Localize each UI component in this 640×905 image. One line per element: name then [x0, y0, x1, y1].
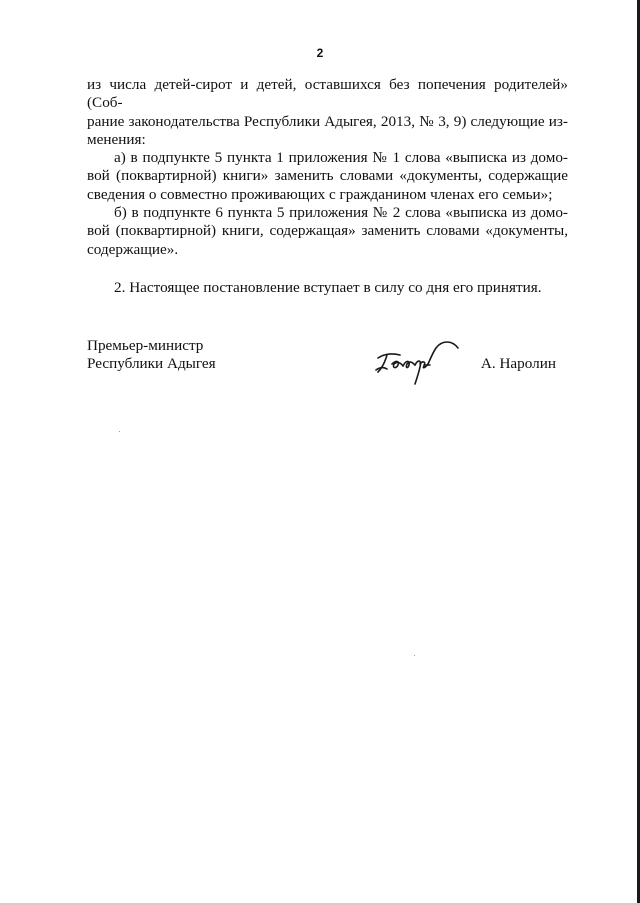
document-body: [87, 76, 568, 297]
scan-speck: [414, 655, 415, 656]
paragraph-gap: [87, 259, 568, 279]
signatory-title: [87, 337, 216, 374]
item-a-line-2: вой (поквартирной) книги» заменить словами «документы, содержащие: [87, 167, 568, 185]
item-a-line-1: а) в подпункте 5 пункта 1 приложения № 1 слова «выписка из домо-: [114, 149, 568, 167]
item-a-line-3: сведения о совместно проживающих с гражданином членах его семьи»;: [87, 185, 553, 203]
page-number: 2: [316, 46, 324, 60]
signatory-name: А. Наролин: [480, 355, 556, 372]
paragraph-1-line-1: из числа детей-сирот и детей, оставшихся без попечения родителей» (Соб-: [87, 76, 568, 112]
item-b-line-1: б) в подпункте 6 пункта 5 приложения № 2 слова «выписка из домо-: [114, 204, 568, 222]
item-b-line-2: вой (поквартирной) книги, содержащая» заменить словами «документы,: [87, 222, 568, 240]
handwritten-signature: [370, 334, 466, 390]
paragraph-1-line-2: рание законодательства Республики Адыгея, 2013, № 3, 9) следующие из-: [87, 112, 568, 130]
item-b-line-3: содержащие».: [87, 240, 179, 258]
paragraph-2: 2. Настоящее постановление вступает в силу со дня его принятия.: [114, 278, 542, 296]
scan-speck: [119, 431, 120, 432]
signatory-title-line-1: Премьер-министр: [87, 337, 204, 354]
signature-block: [87, 337, 568, 397]
paragraph-1-line-3: менения:: [87, 130, 146, 148]
signatory-title-line-2: Республики Адыгея: [87, 355, 216, 373]
